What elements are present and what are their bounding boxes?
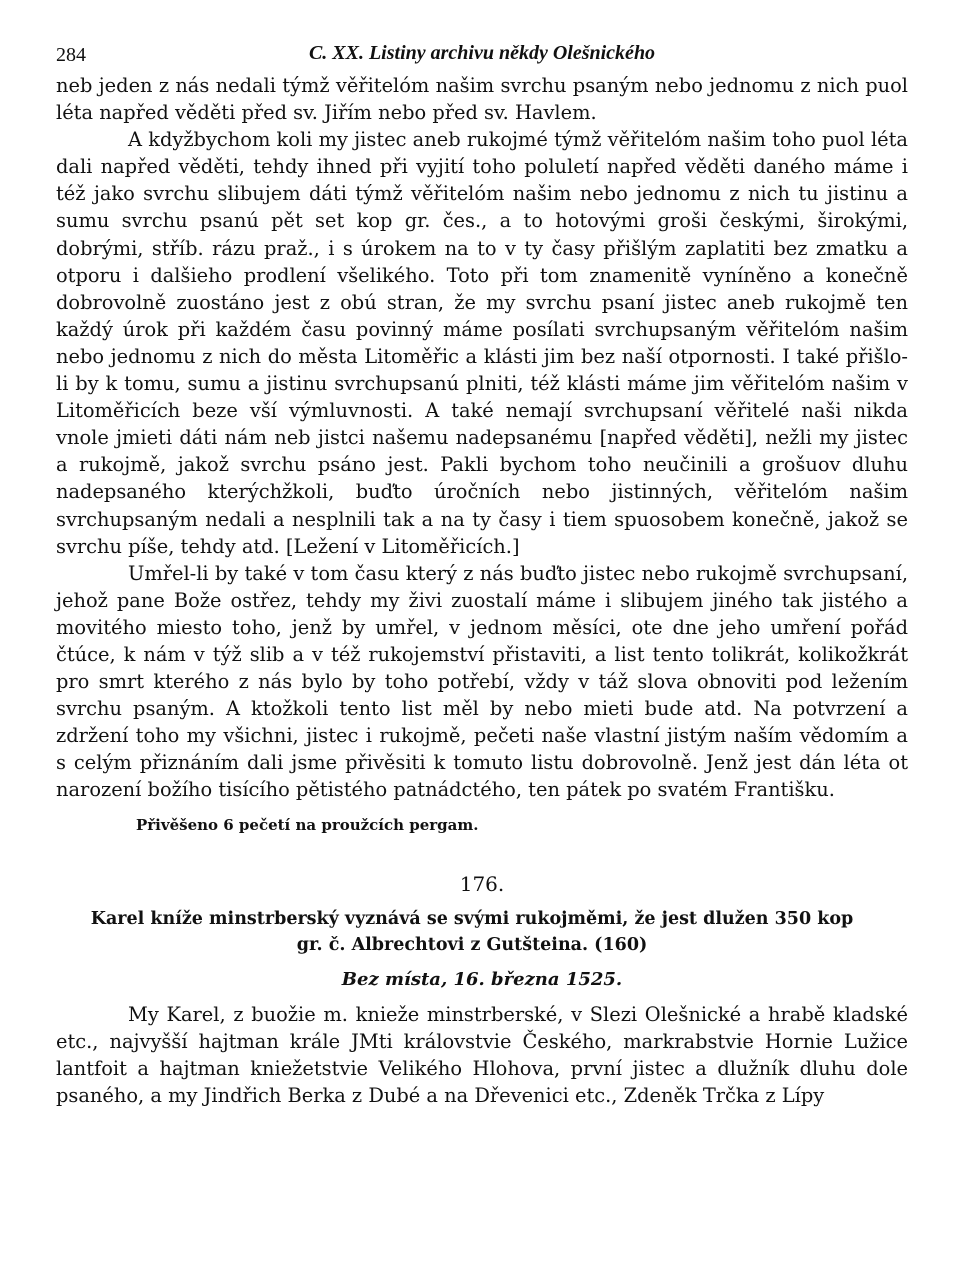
page-number: 284	[56, 44, 86, 66]
document-regest: Karel kníže minstrberský vyznává se svými rukojměmi, že jest dlužen 350 kop gr. č. Albrechtovi z Gutšteina. (160)	[90, 908, 854, 955]
document-dating: Bez místa, 16. března 1525.	[341, 968, 623, 990]
running-header	[56, 38, 908, 72]
paragraph-payment-terms: A kdyžbychom koli my jistec aneb rukojmé týmž věřitelóm našim toho puol léta dali napřed věděti, tehdy ihned při vyjití toho poluletí napřed věděti daného máme i též jako svrchu slibujem dáti týmž věřitelóm našim nebo jednomu z nich tu jistinu a sumu svrchu psanú pět set kop gr. čes., a to hotovými groši českými, širokými, dobrými, stříb. rázu praž., i s úrokem na to v ty časy přišlým zaplatiti bez zmatku a otporu i dalšieho prodlení všelikého. Toto při tom znamenitě vyníněno a konečně dobrovolně zuostáno jest z obú stran, že my svrchu psaní jistec aneb rukojmě ten každý úrok při každém času povinný máme posílati svrchupsaným věřitelóm našim nebo jednomu z nich do města Litoměřic a klásti jim bez naší otpornosti. I také přišlo-li by k tomu, sumu a jistinu svrchupsanú plniti, též klásti máme jim věřitelóm našim v Litoměřicích beze vší výmluvnosti. A také nemají svrchupsaní věřitelé naši nikda vnole jmieti dáti nám neb jistci našemu nadepsanému [napřed věděti], nežli my jistec a rukojmě, jakož svrchu psáno jest. Pakli bychom toho neučinili a grošuov dluhu nadepsaného kterýchžkoli, buďto úročních nebo jistinných, věřitelóm našim svrchupsaným nedali a nesplnili tak a na ty časy i tiem spuosobem konečně, jakož se svrchu píše, tehdy atd. [Ležení v Litoměřicích.]	[56, 128, 908, 558]
document-page	[56, 38, 908, 1109]
running-title: C. XX. Listiny archivu někdy Olešnického	[308, 42, 656, 64]
document-number: 176.	[459, 871, 505, 896]
seal-note: Přivěšeno 6 pečetí na proužcích pergam.	[136, 815, 479, 834]
paragraph-continuation: neb jeden z nás nedali týmž věřitelóm našim svrchu psaným nebo jednomu z nich puol léta napřed věděti před sv. Jiřím nebo před sv. Havlem.	[56, 74, 908, 125]
document-opening-text: My Karel, z buožie m. knieže minstrberské, v Slezi Olešnické a hrabě kladské etc., najvyšší hajtman krále JMti královstvie Českého, markrabstvie Hornie Lužice lantfoit a hajtman kniežetstvie Velikého Hlohova, první jistec a dlužník dluhu dole psaného, a my Jindřich Berka z Dubé a na Dřevenici etc., Zdeněk Trčka z Lípy	[56, 1002, 908, 1107]
paragraph-surety-replacement: Umřel-li by také v tom času který z nás buďto jistec nebo rukojmě svrchupsaní, jehož pane Bože ostřez, tehdy my živi zuostalí máme i slibujem jiného tak jistého a movitého miesto toho, jenž by umřel, v jednom měsíci, ote dne jeho umření pořád čtúce, k nám v týž slib a v též rukojemství přistaviti, a list tento tolikrát, kolikožkrát pro smrt kterého z nás bylo by toho potřebí, vždy v táž slova obnoviti pod ležením svrchu psaným. A ktožkoli tento list měl by nebo mieti bude atd. Na potvrzení a zdržení toho my všichni, jistec i rukojmě, pečeti naše vlastní jistým naším vědomím a s celým přiznáním dali jsme přivěsiti k tomuto listu dobrovolně. Jenž jest dán léta ot narození božího tisícího pětistého patnádctého, ten pátek po svatém Františku.	[56, 561, 908, 802]
